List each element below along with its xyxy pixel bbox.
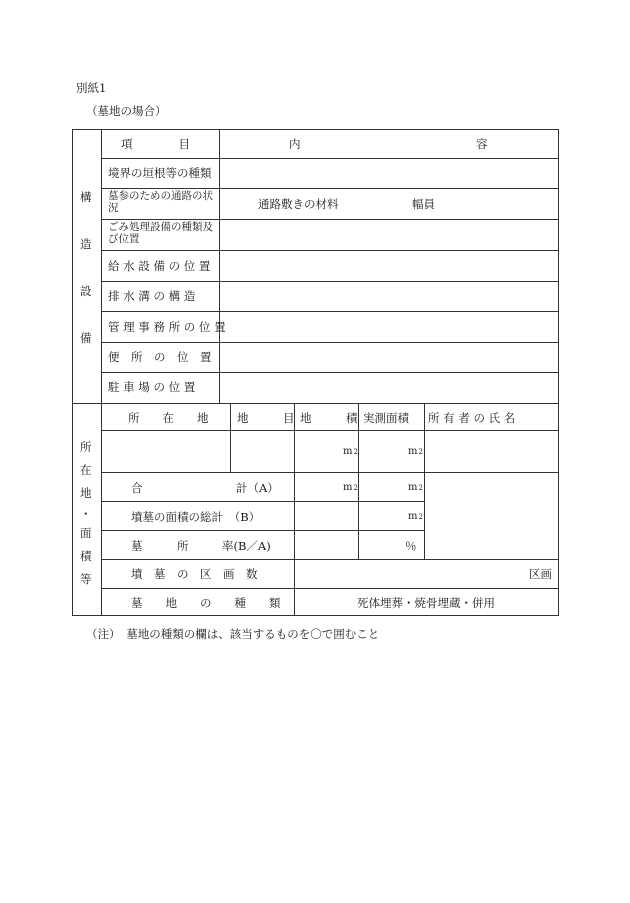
total-label-right: 計（A） — [236, 481, 279, 495]
column-header-item: 項 目 — [121, 137, 190, 151]
row-label-toilet: 便 所 の 位 置 — [108, 350, 212, 364]
side-label-char: 所 — [80, 440, 92, 454]
section-unit: 区画 — [529, 567, 552, 581]
row-label-waste: ごみ処理設備の種類及び位置 — [108, 221, 213, 245]
unit-m2: $m^2$ — [408, 446, 423, 457]
row-label-fence: 境界の垣根等の種類 — [108, 166, 212, 180]
grave-area-label: 墳墓の面積の総計 （B） — [131, 510, 261, 524]
attachment-label: 別紙1 — [76, 81, 107, 95]
side-label-char: ・ — [80, 507, 92, 521]
footnote: （注） 墓地の種類の欄は、該当するものを〇で囲むこと — [86, 627, 380, 641]
side-label-char: 在 — [80, 463, 92, 477]
unit-m2: $m^2$ — [343, 482, 358, 493]
unit-m2: $m^2$ — [408, 482, 423, 493]
column-header-content-left: 内 — [289, 137, 301, 151]
unit-m2: $m^2$ — [343, 446, 358, 457]
side-label-char: 設 — [80, 284, 92, 298]
row-label-drainage: 排 水 溝 の 構 造 — [108, 289, 196, 303]
cemetery-type-label: 墓 地 の 種 類 — [131, 596, 281, 610]
side-label-char: 備 — [80, 331, 92, 345]
page-subtitle: （墓地の場合） — [86, 104, 167, 118]
path-width-label: 幅員 — [412, 197, 435, 211]
side-label-char: 面 — [80, 526, 92, 540]
row-label-parking: 駐 車 場 の 位 置 — [108, 380, 196, 394]
path-material-label: 通路敷きの材料 — [258, 197, 339, 211]
row-label-office: 管 理 事 務 所 の 位 置 — [108, 320, 226, 334]
side-label-char: 積 — [80, 549, 92, 563]
side-label-char: 造 — [80, 237, 92, 251]
column-header-area: 地 積 — [300, 411, 358, 425]
column-header-content-right: 容 — [476, 137, 488, 151]
ratio-label-left: 墓 所 — [131, 539, 189, 553]
cemetery-type-options: 死体埋葬・焼骨埋蔵・併用 — [357, 596, 495, 610]
column-header-owner: 所 有 者 の 氏 名 — [428, 411, 516, 425]
column-header-measured-area: 実測面積 — [363, 411, 409, 425]
ratio-label-right: 率(B／A) — [222, 539, 271, 553]
row-label-path: 墓参のための通路の状況 — [108, 190, 213, 214]
row-label-water-supply: 給 水 設 備 の 位 置 — [108, 259, 211, 273]
percent-unit: ％ — [405, 539, 417, 553]
side-label-char: 構 — [80, 190, 92, 204]
column-header-location: 所 在 地 — [128, 411, 209, 425]
side-label-char: 地 — [80, 486, 92, 500]
unit-m2: $m^2$ — [408, 511, 423, 522]
total-label-left: 合 — [131, 481, 143, 495]
side-label-char: 等 — [80, 572, 92, 586]
section-count-label: 墳 墓 の 区 画 数 — [131, 567, 258, 581]
column-header-land-category: 地 目 — [237, 411, 295, 425]
